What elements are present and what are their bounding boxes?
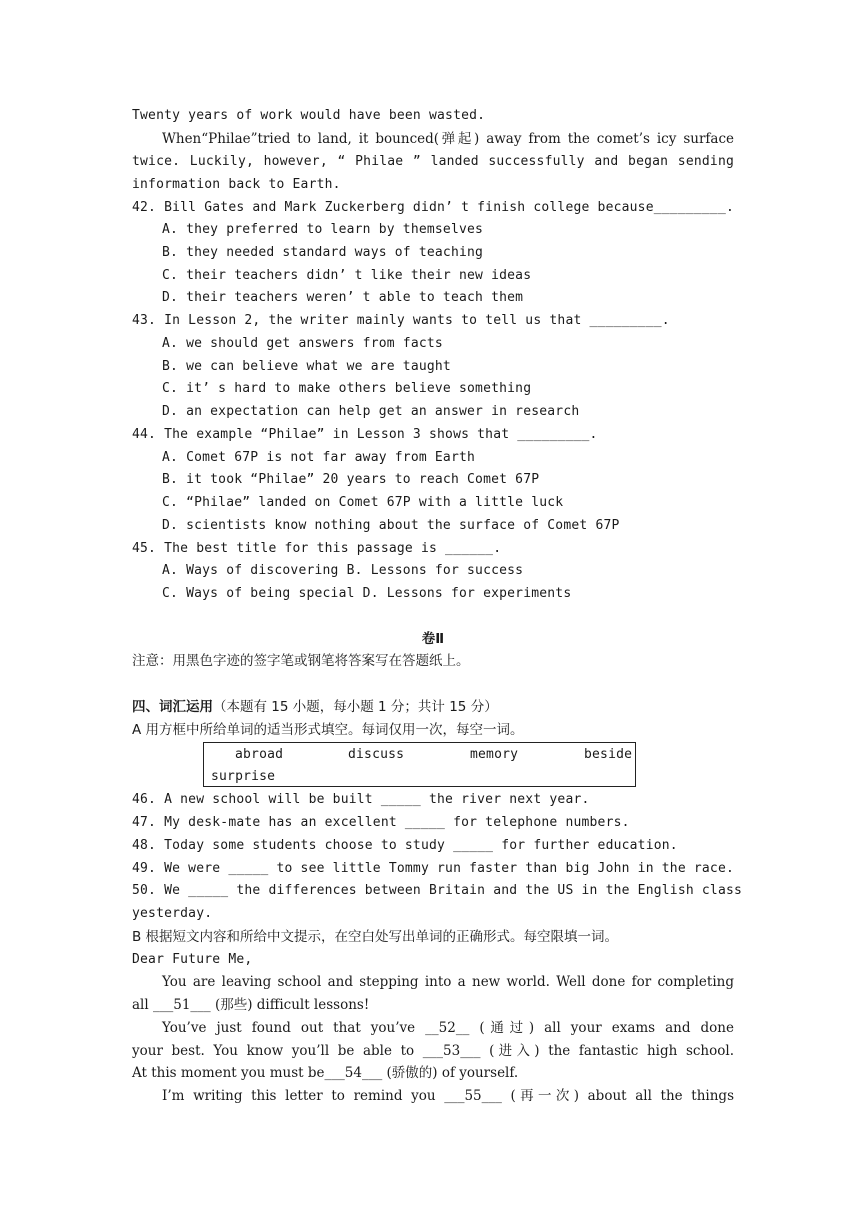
section-four-heading [132, 696, 734, 718]
question-44-stem: 44. The example “Philae” in Lesson 3 shows that _________. [132, 427, 598, 442]
part-a-instruction: A 用方框中所给单词的适当形式填空。每词仅用一次，每空一词。 [132, 722, 524, 738]
question-44-option-a: A. Comet 67P is not far away from Earth [162, 450, 476, 465]
question-45-options-row1: A. Ways of discovering B. Lessons for success [162, 563, 524, 578]
question-43-option-c: C. it’ s hard to make others believe something [162, 381, 532, 396]
letter-line: You are leaving school and stepping into a new world. Well done for completing [162, 974, 734, 990]
question-44-option-b: B. it took “Philae” 20 years to reach Comet 67P [162, 472, 540, 487]
passage-line: twice. Luckily, however, “ Philae ” landed successfully and began sending [132, 154, 734, 169]
part-two-title: 卷Ⅱ [421, 631, 445, 647]
question-43-option-d: D. an expectation can help get an answer in research [162, 404, 580, 419]
question-42-stem: 42. Bill Gates and Mark Zuckerberg didn’ t finish college because_________. [132, 200, 734, 215]
letter-line-52: You’ve just found out that you’ve __52__ (通过) all your exams and done [162, 1020, 734, 1036]
letter-greeting: Dear Future Me, [132, 952, 253, 967]
question-45-options-row2: C. Ways of being special D. Lessons for experiments [162, 586, 572, 601]
passage-line: Twenty years of work would have been wasted. [132, 108, 486, 123]
word-box-word: discuss [348, 747, 405, 762]
question-44-option-c: C. “Philae” landed on Comet 67P with a little luck [162, 495, 564, 510]
item-48: 48. Today some students choose to study _____ for further education. [132, 838, 678, 853]
question-44-option-d: D. scientists know nothing about the surface of Comet 67P [162, 518, 620, 533]
word-box-word: surprise [211, 769, 276, 784]
word-box-word: abroad [235, 747, 284, 762]
question-43-option-a: A. we should get answers from facts [162, 336, 443, 351]
letter-line-55: I’m writing this letter to remind you ___55___ (再一次) about all the things [162, 1088, 734, 1104]
question-43-stem: 43. In Lesson 2, the writer mainly wants to tell us that _________. [132, 313, 670, 328]
letter-line-51: all ___51___ (那些) difficult lessons! [132, 997, 370, 1013]
word-box [203, 742, 636, 787]
word-box-word: memory [470, 747, 519, 762]
word-box-word: beside [584, 747, 633, 762]
question-43-option-b: B. we can believe what we are taught [162, 359, 451, 374]
question-42-option-b: B. they needed standard ways of teaching [162, 245, 484, 260]
letter-line-53: your best. You know you’ll be able to ___53___ (进入) the fantastic high school. [132, 1043, 734, 1059]
question-42-option-a: A. they preferred to learn by themselves [162, 222, 484, 237]
passage-line: When“Philae”tried to land, it bounced(弹起) away from the comet’s icy surface [162, 131, 734, 147]
item-47: 47. My desk-mate has an excellent _____ for telephone numbers. [132, 815, 630, 830]
question-42-option-c: C. their teachers didn’ t like their new ideas [162, 268, 532, 283]
section-four-detail: （本题有 15 小题，每小题 1 分；共计 15 分） [213, 699, 498, 715]
item-46: 46. A new school will be built _____ the river next year. [132, 792, 590, 807]
letter-line-54: At this moment you must be___54___ (骄傲的) of yourself. [132, 1065, 519, 1081]
item-49: 49. We were _____ to see little Tommy run faster than big John in the race. [132, 861, 734, 876]
item-50: 50. We _____ the differences between Britain and the US in the English class [132, 883, 743, 898]
item-50-continued: yesterday. [132, 906, 213, 921]
part-b-instruction: B 根据短文内容和所给中文提示，在空白处写出单词的正确形式。每空限填一词。 [132, 929, 619, 945]
section-four-title: 四、词汇运用 [132, 699, 213, 715]
question-42-option-d: D. their teachers weren’ t able to teach them [162, 290, 524, 305]
passage-line: information back to Earth. [132, 177, 341, 192]
question-45-stem: 45. The best title for this passage is ______. [132, 541, 502, 556]
part-two-note: 注意：用黑色字迹的签字笔或钢笔将答案写在答题纸上。 [132, 653, 470, 669]
